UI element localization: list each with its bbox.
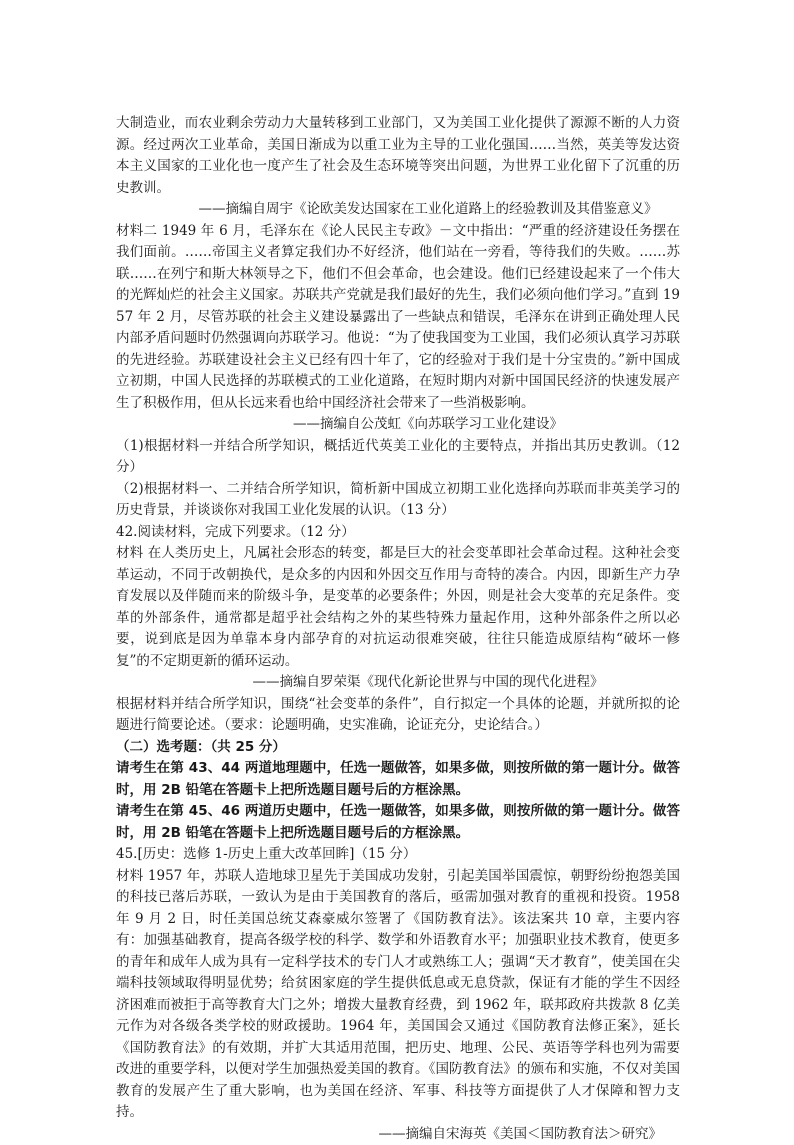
material-one-tail: 大制造业，而农业剩余劳动力大量转移到工业部门，又为美国工业化提供了源源不断的人力资源。经过两次工业革命，美国日渐成为以重工业为主导的工业化强国……当然，英美等发达资本主义国家的工业化也一度产生了社会及生态环境等突出问题，为世界工业化留下了沉重的历史教训。 — [116, 113, 680, 199]
material-two-source: ——摘编自公茂虹《向苏联学习工业化建设》 — [116, 414, 680, 436]
question-42-source: ——摘编自罗荣渠《现代化新论世界与中国的现代化进程》 — [116, 672, 680, 694]
material-one-source: ——摘编自周宇《论欧美发达国家在工业化道路上的经验教训及其借鉴意义》 — [116, 199, 680, 221]
question-41-2: （2)根据材料一、二并结合所学知识，简析新中国成立初期工业化选择向苏联而非英美学习的历史背景，并谈谈你对我国工业化发展的认识。（13 分） — [116, 479, 680, 522]
question-42-material: 材料 在人类历史上，凡属社会形态的转变，都是巨大的社会变革即社会革命过程。这种社会变革运动，不同于改朝换代，是众多的内因和外因交互作用与奇特的凑合。内因，即新生产力孕育发展以及伴随而来的阶级斗争，是变革的必要条件；外因，则是社会大变革的充足条件。变革的外部条件，通常都是超乎社会结构之外的某些特殊力量起作用，这种外部条件之所以必要，说到底是因为单靠本身内部孕育的对抗运动很难突破，往往只能造成原结构“破坏一修复”的不定期更新的循环运动。 — [116, 543, 680, 672]
question-45-material: 材料 1957 年，苏联人造地球卫星先于美国成功发射，引起美国举国震惊，朝野纷纷抱怨美国的科技已落后苏联，一致认为是由于美国教育的落后，亟需加强对教育的重视和投资。1958 年 9 月 2 日，时任美国总统艾森豪威尔签署了《国防教育法》。该法案共 10 章，主要内容有：加强基础教育，提高各级学校的科学、数学和外语教育水平；加强职业技术教育，使更多的青年和成年人成为具有一定科学技术的专门人才或熟练工人；强调“天才教育”，使美国在尖端科技领域取得明显优势；给贫困家庭的学生提供低息或无息贷款，保证有才能的学生不因经济困难而被拒于高等教育大门之外；增拨大量教育经费，到 1962 年，联邦政府共拨款 8 亿美元作为对各级各类学校的财政援助。1964 年，美国国会又通过《国防教育法修正案》，延长《国防教育法》的有效期，并扩大其适用范围，把历史、地理、公民、英语等学科也列为需要改进的重要学科，以便对学生加强热爱美国的教育。《国防教育法》的颁布和实施，不仅对美国教育的发展产生了重大影响，也为美国在经济、军事、科技等方面提供了人才保障和智力支持。 — [116, 866, 680, 1124]
question-41-1: （1)根据材料一并结合所学知识，概括近代英美工业化的主要特点，并指出其历史教训。（12 分） — [116, 436, 680, 479]
instruction-history: 请考生在第 45、46 两道历史题中，任选一题做答，如果多做，则按所做的第一题计分。做答时，用 2B 铅笔在答题卡上把所选题目题号后的方框涂黑。 — [116, 801, 680, 844]
elective-section-title: （二）选考题：（共 25 分） — [116, 737, 680, 759]
instruction-geography: 请考生在第 43、44 两道地理题中，任选一题做答，如果多做，则按所做的第一题计分。做答时，用 2B 铅笔在答题卡上把所选题目题号后的方框涂黑。 — [116, 758, 680, 801]
question-42-title: 42.阅读材料，完成下列要求。（12 分） — [116, 522, 680, 544]
question-45-title: 45.[历史：选修 1-历史上重大改革回眸]（15 分） — [116, 844, 680, 866]
exam-page — [116, 113, 680, 1145]
question-42-task: 根据材料并结合所学知识，围绕“社会变革的条件”，自行拟定一个具体的论题，并就所拟的论题进行简要论述。（要求：论题明确，史实准确，论证充分，史论结合。） — [116, 694, 680, 737]
material-two: 材料二 1949 年 6 月，毛泽东在《论人民民主专政》－文中指出：“严重的经济建设任务摆在我们面前。……帝国主义者算定我们办不好经济，他们站在一旁看，等待我们的失败。……苏联……在列宁和斯大林领导之下，他们不但会革命，也会建设。他们已经建设起来了一个伟大的光辉灿烂的社会主义国家。苏联共产党就是我们最好的先生，我们必须向他们学习。”直到 1957 年 2 月，尽管苏联的社会主义建设暴露出了一些缺点和错误，毛泽东在讲到正确处理人民内部矛盾问题时仍然强调向苏联学习。他说：“为了使我国变为工业国，我们必须认真学习苏联的先进经验。苏联建设社会主义已经有四十年了，它的经验对于我们是十分宝贵的。”新中国成立初期，中国人民选择的苏联模式的工业化道路，在短时期内对新中国国民经济的快速发展产生了积极作用，但从长远来看也给中国经济社会带来了一些消极影响。 — [116, 221, 680, 415]
question-45-source: ——摘编自宋海英《美国＜国防教育法＞研究》 — [116, 1124, 680, 1145]
